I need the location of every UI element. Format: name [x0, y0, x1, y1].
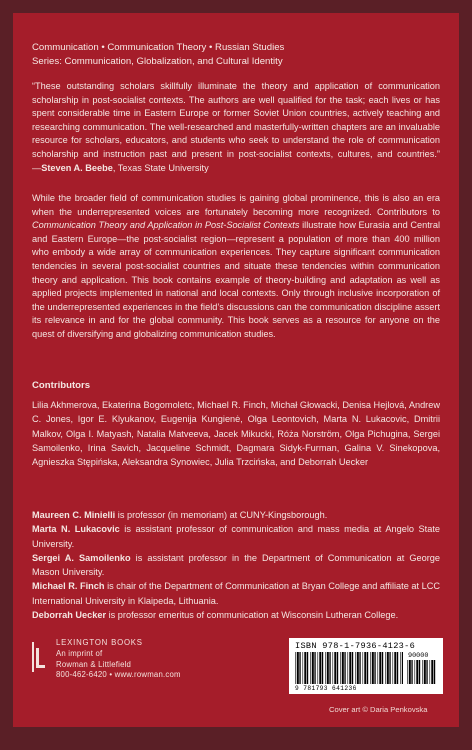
description-part-1: While the broader field of communication studies is gaining global prominence, this is also an era when the underrepresented voices are fortunately becoming more recognized. Contributors to — [32, 193, 440, 217]
publisher-imprint-1: An imprint of — [56, 648, 103, 658]
description-part-2: illustrate how Eurasia and Central and Eastern Europe—the post-socialist region—represent a population of more than 400 million who embody a wide array of communication experiences. They capture significant communication tendencies in several post-socialist countries and situate these tendencies within communication theory and application. This book contains example of theory-building and adaptation as well as applied projects implemented in national and local contexts. Only through inclusive incorporation of the underrepresented experiences in the field’s discussions can the communication discipline assert its relevance in and for the global community. This book serves as a resource for anyone on the quest of diversifying and globalizing communication studies. — [32, 220, 440, 339]
publisher-imprint-2: Rowman & Littlefield — [56, 659, 132, 669]
praise-quote: “These outstanding scholars skillfully illuminate the theory and application of communication scholarship in post-socialist contexts. The authors are well qualified for the task; each lives or has spent considerable time in Eastern Europe or former Soviet Union countries, actively teaching and researching communication. The well-researched and masterfully-written chapters are an invaluable resource for scholars, educators, and students who seek to understand the role of communication scholarship and instruction past and present in post-socialist contexts, cultures, and countries.” — [32, 81, 440, 159]
bio-name: Maureen C. Minielli — [32, 510, 116, 520]
lexington-logo-icon — [32, 642, 46, 672]
book-description — [32, 192, 440, 342]
publisher-text — [56, 638, 181, 681]
bio-paragraph — [32, 508, 440, 522]
bio-name: Sergei A. Samoilenko — [32, 552, 131, 563]
bio-paragraph — [32, 608, 440, 622]
bio-text: is assistant professor of communication and mass media at Angelo State University. — [32, 524, 440, 549]
barcode-addon-bars — [407, 660, 437, 684]
editor-bios — [32, 508, 440, 622]
isbn-number: ISBN 978-1-7936-4123-6 — [295, 641, 416, 651]
red-panel — [13, 13, 459, 727]
subject-header — [32, 41, 452, 69]
publisher-contact: 800-462-6420 • www.rowman.com — [56, 670, 181, 680]
bio-name: Michael R. Finch — [32, 581, 105, 592]
publisher-name: LEXINGTON BOOKS — [56, 638, 143, 647]
book-title-italic: Communication Theory and Application in Post-Socialist Contexts — [32, 220, 300, 231]
praise-dash: — — [32, 162, 42, 173]
barcode-bars — [295, 652, 403, 684]
isbn-barcode — [289, 638, 443, 694]
bio-name: Deborrah Uecker — [32, 610, 107, 621]
praise-author: Steven A. Beebe — [41, 162, 113, 173]
bio-text: is professor emeritus of communication at Wisconsin Lutheran College. — [106, 610, 399, 621]
barcode-digits: 9 781793 641236 — [295, 685, 357, 692]
barcode-addon-digits: 90000 — [408, 652, 429, 660]
contributors-list: Lilia Akhmerova, Ekaterina Bogomoletc, Michael R. Finch, Michał Głowacki, Denisa Hejlová, Andrew C. Jones, Igor E. Klyukanov, Eugenija Kungienė, Olga Leontovich, Marta N. Lukacovic, Dmitrii Malkov, Olga I. Matyash, Natalia Matveeva, Jacek Mikucki, Róża Norström, Olga Pichugina, Sergei Samoilenko, Irina Savich, Jacqueline Schmidt, Dagmara Sidyk-Furman, Galina V. Sinekopova, Agnieszka Stępińska, Aleksandra Synowiec, Julia Trzcińska, and Deborrah Uecker — [32, 400, 440, 468]
subject-categories: Communication • Communication Theory • Russian Studies — [32, 42, 285, 53]
bio-text: is chair of the Department of Communication at Bryan College and affiliate at LCC International University in Klaipeda, Lithuania. — [32, 581, 440, 606]
bio-paragraph — [32, 522, 440, 551]
publisher-block — [32, 638, 232, 704]
bio-name: Marta N. Lukacovic — [32, 524, 120, 535]
bio-text: is professor (in memoriam) at CUNY-Kingsborough. — [115, 510, 328, 520]
cover-art-credit: Cover art © Daria Penkovska — [329, 705, 428, 714]
praise-blurb — [32, 80, 440, 175]
contributors-heading: Contributors — [32, 380, 91, 391]
bio-paragraph — [32, 579, 440, 608]
series-line: Series: Communication, Globalization, and Cultural Identity — [32, 56, 283, 68]
bio-paragraph — [32, 551, 440, 580]
bio-text: is assistant professor in the Department of Communication at George Mason University. — [32, 552, 441, 578]
praise-affiliation: , Texas State University — [112, 162, 209, 173]
